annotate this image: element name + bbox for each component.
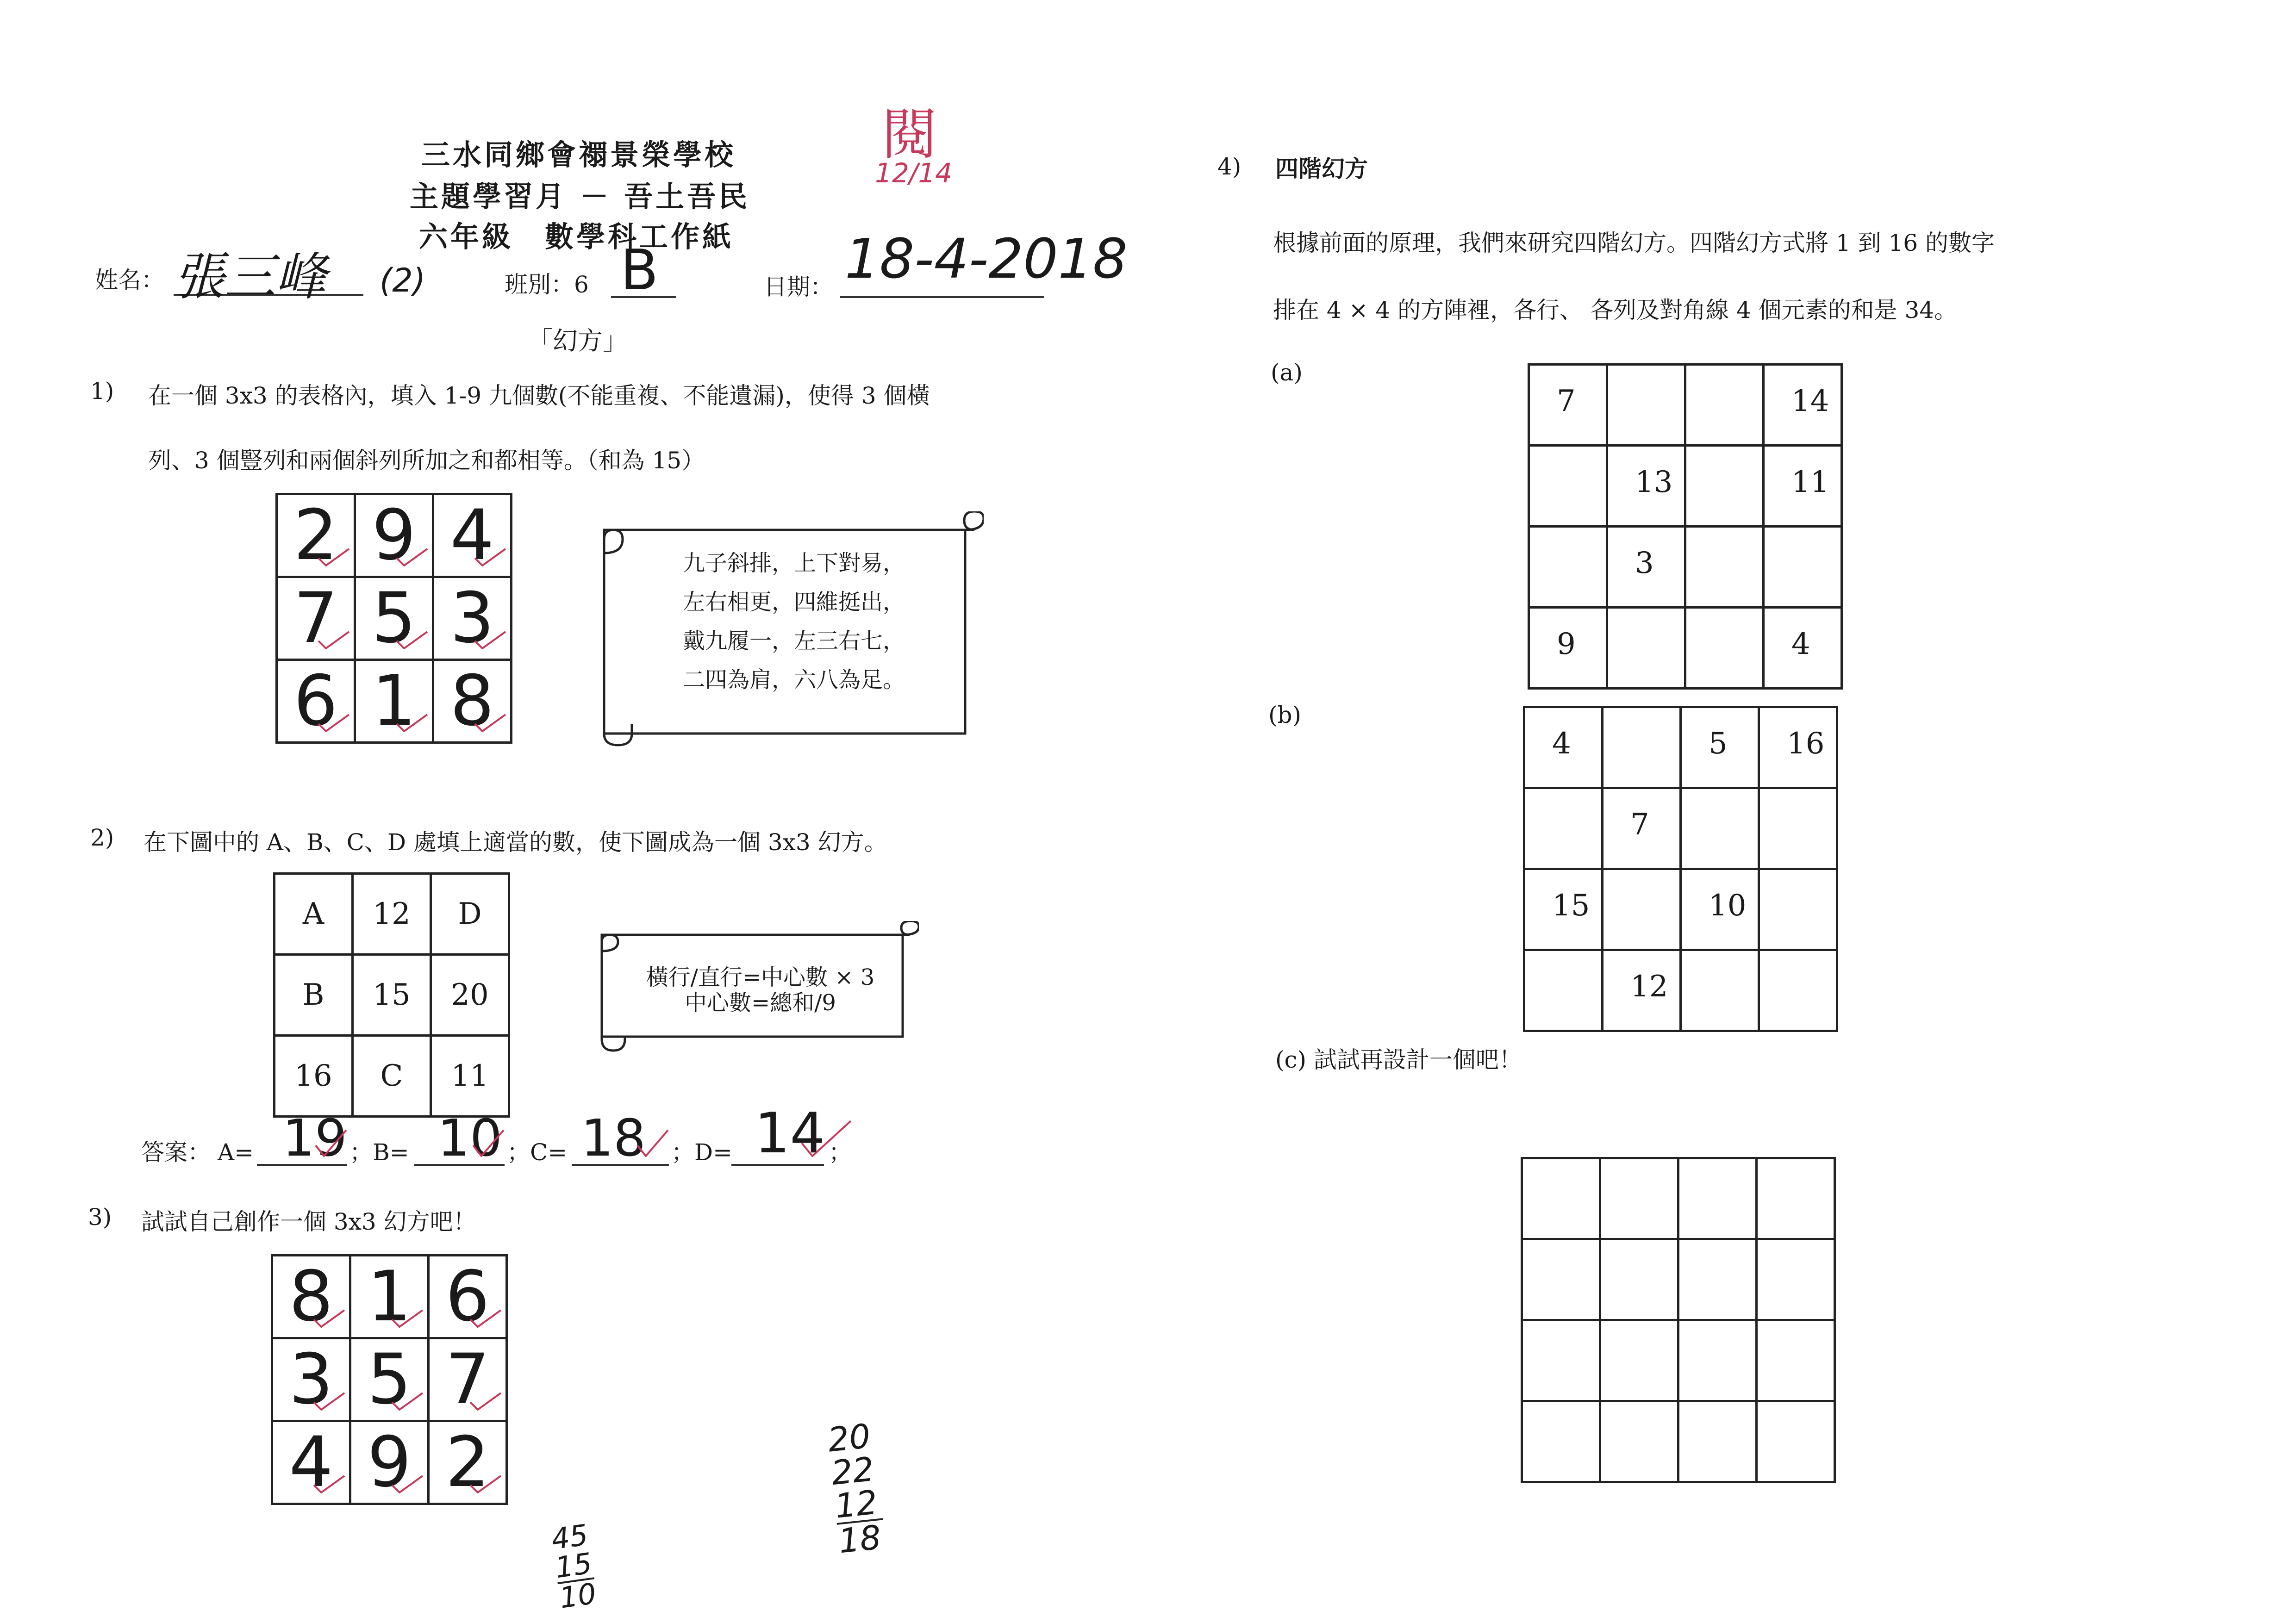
q4b-cell[interactable] — [1603, 707, 1681, 788]
rhyme-line: 左右相更，四維挺出， — [682, 589, 905, 615]
check-mark-icon — [396, 714, 428, 732]
class-value: B — [620, 238, 659, 303]
rough-work-2 — [826, 1416, 886, 1561]
name-label: 姓名： — [95, 267, 164, 293]
q3-cell[interactable]: 6 — [429, 1256, 507, 1338]
q3-number: 3) — [88, 1204, 112, 1231]
q1-cell[interactable]: 4 — [433, 494, 512, 577]
rough-work-line: 22 — [829, 1449, 876, 1493]
check-mark-icon — [469, 1309, 502, 1328]
q2-cell: 16 — [275, 1036, 353, 1117]
date-field — [840, 227, 1128, 298]
q1-cell[interactable]: 7 — [277, 577, 355, 660]
q4a-cell[interactable] — [1685, 365, 1764, 446]
q4c-cell[interactable] — [1522, 1401, 1600, 1482]
q4a-cell[interactable] — [1607, 365, 1685, 446]
q4b-cell[interactable] — [1524, 788, 1603, 869]
q4-title: 四階幻方 — [1275, 155, 1368, 182]
q4a-cell[interactable] — [1685, 527, 1764, 608]
school-name: 三水同鄉會禤景榮學校 — [421, 138, 736, 172]
check-mark-icon — [391, 1475, 424, 1493]
answer-a-field[interactable] — [257, 1108, 347, 1168]
date-value: 18-4-2018 — [845, 227, 1128, 291]
date-label: 日期： — [764, 274, 833, 300]
topic-title: 「幻方」 — [528, 326, 628, 355]
grade-mark: 閱 — [882, 103, 937, 167]
check-mark-icon — [315, 1129, 347, 1157]
answer-a-value: 19 — [282, 1108, 347, 1168]
check-mark-icon — [396, 631, 428, 649]
check-mark-icon — [469, 1475, 502, 1493]
q4a-cell: 11 — [1764, 446, 1842, 527]
q4-number: 4) — [1217, 153, 1242, 180]
q4c-cell[interactable] — [1522, 1239, 1600, 1320]
hint-text — [618, 965, 903, 1016]
answer-a-label: A= — [218, 1139, 254, 1166]
q4b-cell: 4 — [1524, 707, 1603, 788]
q4a-cell[interactable] — [1607, 608, 1685, 689]
q1-text-line1: 在一個 3x3 的表格內，填入 1-9 九個數(不能重複、不能遺漏)，使得 3 個橫 — [148, 382, 930, 409]
q2-text: 在下圖中的 A、B、C、D 處填上適當的數，使下圖成為一個 3x3 幻方。 — [144, 829, 887, 856]
rough-work-line: 12 — [833, 1482, 880, 1526]
theme-title: 主題學習月 － 吾土吾民 — [410, 180, 750, 213]
q4-grid-b — [1523, 706, 1838, 1032]
check-mark-icon — [469, 1392, 502, 1411]
q4b-cell: 5 — [1681, 707, 1759, 788]
q4c-cell[interactable] — [1678, 1320, 1757, 1401]
q4c-cell[interactable] — [1678, 1158, 1757, 1239]
q4c-cell[interactable] — [1757, 1239, 1835, 1320]
rhyme-line: 二四為肩，六八為足。 — [682, 667, 905, 693]
check-mark-icon — [396, 548, 428, 566]
q4b-cell: 12 — [1603, 950, 1681, 1031]
q4c-cell[interactable] — [1757, 1401, 1835, 1482]
q4b-cell[interactable] — [1524, 950, 1603, 1031]
q4a-cell: 4 — [1764, 608, 1842, 689]
rhyme-text — [623, 544, 965, 699]
answer-c-value: 18 — [581, 1108, 646, 1168]
q3-cell[interactable]: 3 — [272, 1338, 350, 1421]
q4c-cell[interactable] — [1522, 1320, 1600, 1401]
check-mark-icon — [318, 548, 350, 566]
q4b-cell[interactable] — [1759, 788, 1837, 869]
q3-cell[interactable]: 7 — [429, 1338, 507, 1421]
q4b-cell: 7 — [1603, 788, 1681, 869]
q2-number: 2) — [90, 824, 114, 851]
q4a-cell: 9 — [1529, 608, 1607, 689]
q4a-cell: 7 — [1529, 365, 1607, 446]
q4b-cell[interactable] — [1759, 950, 1837, 1031]
q4a-cell[interactable] — [1529, 527, 1607, 608]
grade-score: 12/14 — [875, 157, 953, 189]
q3-cell[interactable]: 2 — [429, 1421, 507, 1504]
q4c-cell[interactable] — [1600, 1239, 1678, 1320]
q4-c-label: (c) 試試再設計一個吧！ — [1275, 1046, 1522, 1073]
q3-cell[interactable]: 1 — [350, 1256, 429, 1338]
q2-cell: 15 — [353, 955, 431, 1036]
q3-text: 試試自己創作一個 3x3 幻方吧！ — [141, 1208, 476, 1235]
check-mark-icon — [313, 1475, 345, 1493]
q3-cell[interactable]: 5 — [350, 1338, 429, 1421]
answer-end: ； — [829, 1139, 852, 1166]
q3-cell[interactable]: 4 — [272, 1421, 350, 1504]
answer-d-label: ；D= — [671, 1139, 732, 1166]
q2-cell: A — [275, 874, 353, 955]
q4c-cell[interactable] — [1757, 1320, 1835, 1401]
rhyme-scroll — [586, 511, 984, 747]
check-mark-icon — [474, 714, 506, 732]
q4a-cell[interactable] — [1764, 527, 1842, 608]
q4c-cell[interactable] — [1600, 1158, 1678, 1239]
q4b-cell: 15 — [1524, 869, 1603, 950]
check-mark-icon — [474, 631, 506, 649]
q4b-cell: 10 — [1681, 869, 1759, 950]
q3-cell[interactable]: 8 — [272, 1256, 350, 1338]
q4b-cell[interactable] — [1603, 869, 1681, 950]
q1-cell[interactable]: 1 — [355, 660, 433, 743]
q1-text-line2: 列、3 個豎列和兩個斜列所加之和都相等。（和為 15） — [148, 447, 705, 474]
q2-cell: C — [353, 1036, 431, 1117]
q1-cell[interactable]: 2 — [277, 494, 355, 577]
q1-grid — [275, 493, 512, 744]
class-field — [611, 238, 676, 303]
check-mark-icon — [472, 1129, 505, 1157]
q4b-cell[interactable] — [1759, 869, 1837, 950]
rough-work-line: 15 — [553, 1546, 594, 1585]
q2-cell: 12 — [353, 874, 431, 955]
q4a-cell: 13 — [1607, 446, 1685, 527]
class-label: 班別：6 — [505, 271, 589, 298]
q1-cell[interactable]: 6 — [277, 660, 355, 743]
check-mark-icon — [313, 1392, 345, 1411]
hint-line: 橫行/直行=中心數 × 3 — [646, 964, 875, 990]
q4b-cell: 16 — [1759, 707, 1837, 788]
name-value: 張三峰 — [174, 247, 326, 306]
q4b-cell[interactable] — [1681, 950, 1759, 1031]
q4c-cell[interactable] — [1600, 1401, 1678, 1482]
rough-work-line: 45 — [549, 1517, 590, 1556]
q1-cell[interactable]: 5 — [355, 577, 433, 660]
q4a-cell[interactable] — [1685, 608, 1764, 689]
q4c-cell[interactable] — [1678, 1239, 1757, 1320]
rough-work-line: 10 — [557, 1576, 599, 1615]
q1-cell[interactable]: 9 — [355, 494, 433, 577]
answer-label: 答案： — [141, 1139, 211, 1166]
answer-d-value: 14 — [755, 1101, 825, 1166]
q2-cell: 20 — [431, 955, 509, 1036]
q1-number: 1) — [90, 378, 114, 404]
hint-line: 中心數=總和/9 — [685, 990, 836, 1016]
q4a-cell[interactable] — [1529, 446, 1607, 527]
check-mark-icon — [636, 1129, 669, 1157]
name-field — [174, 245, 363, 306]
q3-cell[interactable]: 9 — [350, 1421, 429, 1504]
rough-work-line: 18 — [837, 1518, 886, 1558]
answer-c-label: ；C= — [507, 1139, 568, 1166]
answer-b-field[interactable] — [414, 1108, 505, 1168]
answer-b-value: 10 — [437, 1108, 502, 1168]
q4c-cell[interactable] — [1757, 1158, 1835, 1239]
q4-text-line1: 根據前面的原理，我們來研究四階幻方。四階幻方式將 1 到 16 的數字 — [1273, 230, 1995, 256]
q4c-cell[interactable] — [1600, 1320, 1678, 1401]
q3-grid — [271, 1254, 508, 1505]
rhyme-line: 戴九履一，左三右七， — [682, 628, 905, 654]
q4a-cell[interactable] — [1685, 446, 1764, 527]
q4-grid-c — [1521, 1157, 1836, 1483]
q1-cell[interactable]: 8 — [433, 660, 512, 743]
q4-grid-a — [1528, 363, 1843, 690]
answer-b-label: ；B= — [349, 1139, 409, 1166]
class-number: (2) — [380, 261, 426, 299]
q4a-cell: 14 — [1764, 365, 1842, 446]
answer-d-field[interactable] — [731, 1101, 825, 1166]
q1-cell[interactable]: 3 — [433, 577, 512, 660]
rough-work-line: 20 — [826, 1416, 873, 1460]
check-mark-icon — [313, 1309, 345, 1328]
check-mark-icon — [391, 1309, 424, 1328]
q2-cell: B — [275, 955, 353, 1036]
check-mark-icon — [474, 548, 506, 566]
q4-b-label: (b) — [1268, 702, 1302, 728]
check-mark-icon — [391, 1392, 424, 1411]
check-mark-icon — [318, 714, 350, 732]
q4c-cell[interactable] — [1678, 1401, 1757, 1482]
answer-c-field[interactable] — [572, 1108, 669, 1168]
q2-cell: D — [431, 874, 509, 955]
hint-scroll — [586, 921, 919, 1055]
rough-work-1 — [549, 1517, 599, 1615]
grade-subject-title: 六年級 數學科工作紙 — [419, 220, 734, 254]
q4a-cell: 3 — [1607, 527, 1685, 608]
check-mark-icon — [318, 631, 350, 649]
q4b-cell[interactable] — [1681, 788, 1759, 869]
rhyme-line: 九子斜排，上下對易， — [682, 550, 905, 576]
q4-text-line2: 排在 4 × 4 的方陣裡，各行、 各列及對角線 4 個元素的和是 34。 — [1273, 297, 1958, 323]
q4-a-label: (a) — [1271, 359, 1303, 386]
q4c-cell[interactable] — [1522, 1158, 1600, 1239]
q2-grid — [273, 872, 510, 1118]
q2-cell: 11 — [431, 1036, 509, 1117]
